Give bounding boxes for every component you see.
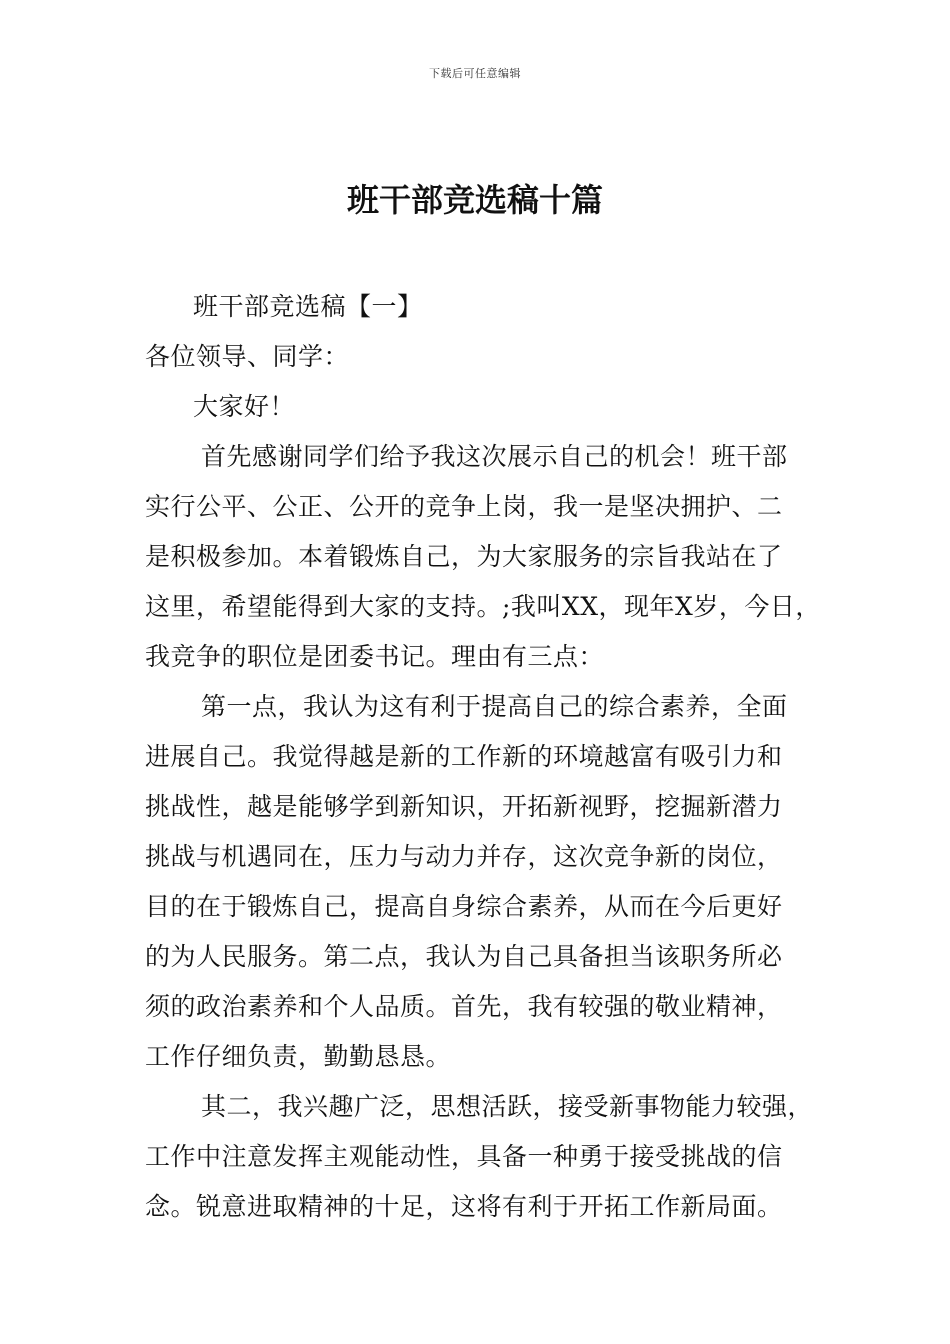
greeting: 大家好！ <box>193 392 296 421</box>
body-line: 其二，我兴趣广泛，思想活跃，接受新事物能力较强， <box>201 1092 814 1121</box>
body-line: 工作中注意发挥主观能动性，具备一种勇于接受挑战的信 <box>145 1142 783 1171</box>
body-line: 进展自己。我觉得越是新的工作新的环境越富有吸引力和 <box>145 742 783 771</box>
body-line: 第一点，我认为这有利于提高自己的综合素养，全面 <box>201 692 788 721</box>
salutation: 各位领导、同学： <box>145 342 350 371</box>
document-title: 班干部竞选稿十篇 <box>346 181 603 219</box>
body-line: 是积极参加。本着锻炼自己，为大家服务的宗旨我站在了 <box>145 542 783 571</box>
document-body <box>145 282 825 1232</box>
body-line: 首先感谢同学们给予我这次展示自己的机会！班干部 <box>201 442 788 471</box>
header-note: 下载后可任意编辑 <box>429 67 521 80</box>
body-line: 我竞争的职位是团委书记。理由有三点： <box>145 642 605 671</box>
body-line: 挑战性，越是能够学到新知识，开拓新视野，挖掘新潜力 <box>145 792 783 821</box>
body-line: 目的在于锻炼自己，提高自身综合素养，从而在今后更好 <box>145 892 783 921</box>
body-line: 这里，希望能得到大家的支持。;我叫XX，现年X岁，今日， <box>145 592 821 621</box>
section-heading: 班干部竞选稿【一】 <box>193 292 423 321</box>
body-line: 须的政治素养和个人品质。首先，我有较强的敬业精神， <box>145 992 783 1021</box>
body-line: 工作仔细负责，勤勤恳恳。 <box>145 1042 452 1071</box>
body-line: 挑战与机遇同在，压力与动力并存，这次竞争新的岗位， <box>145 842 783 871</box>
body-line: 实行公平、公正、公开的竞争上岗，我一是坚决拥护、二 <box>145 492 783 521</box>
body-line: 念。锐意进取精神的十足，这将有利于开拓工作新局面。 <box>145 1192 783 1221</box>
body-line: 的为人民服务。第二点，我认为自己具备担当该职务所必 <box>145 942 783 971</box>
